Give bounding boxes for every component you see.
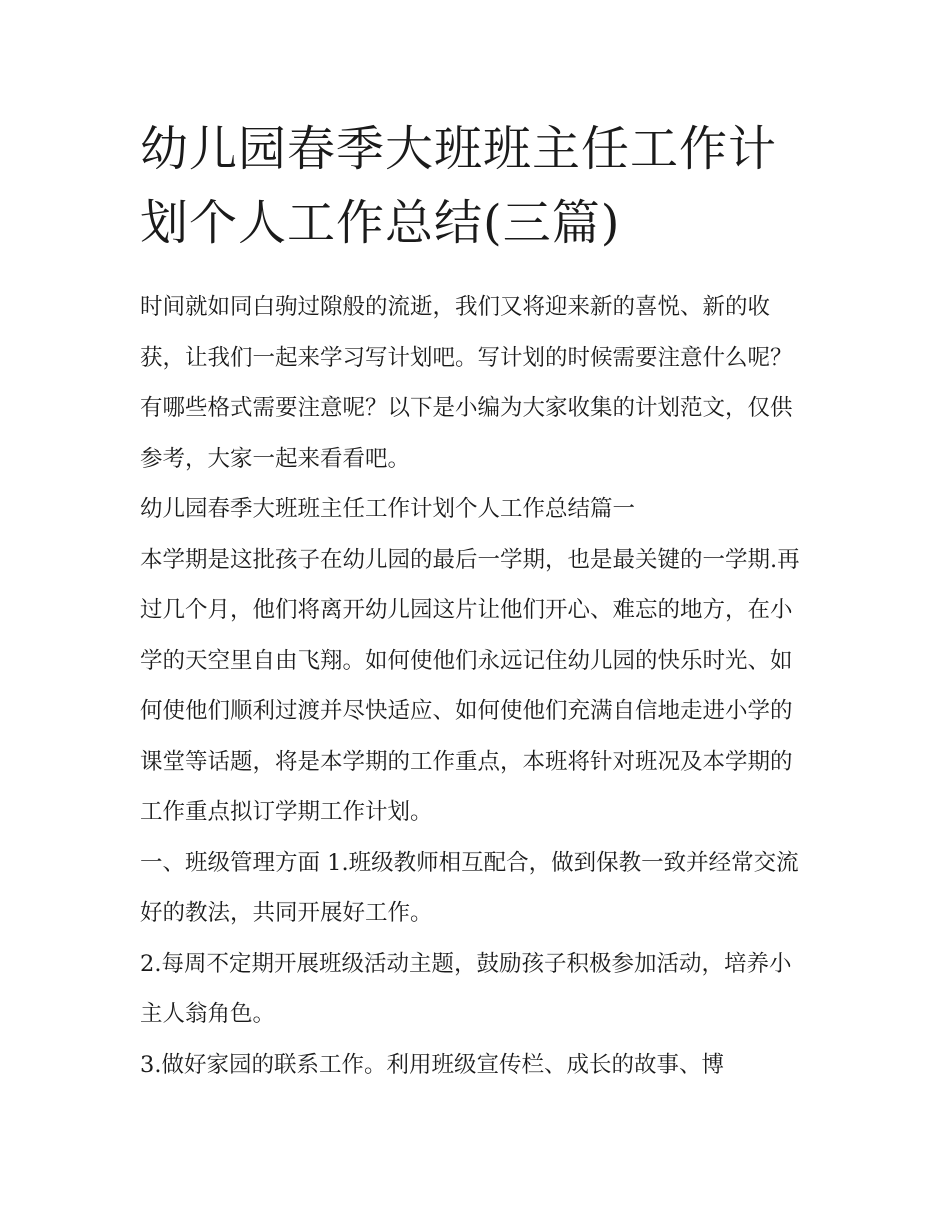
intro-paragraph: 时间就如同白驹过隙般的流逝，我们又将迎来新的喜悦、新的收获，让我们一起来学习写计划吧。写计划的时候需要注意什么呢？有哪些格式需要注意呢？以下是小编为大家收集的计划范文，仅供参考，大家一起来看看吧。 — [140, 294, 793, 472]
document-title: 幼儿园春季大班班主任工作计划个人工作总结(三篇) — [140, 121, 778, 251]
body-paragraph: 本学期是这批孩子在幼儿园的最后一学期，也是最关键的一学期.再过几个月，他们将离开幼儿园这片让他们开心、难忘的地方，在小学的天空里自由飞翔。如何使他们永远记住幼儿园的快乐时光、如何使他们顺利过渡并尽快适应、如何使他们充满自信地走进小学的课堂等话题，将是本学期的工作重点，本班将针对班况及本学期的工作重点拟订学期工作计划。 — [140, 546, 800, 825]
body-paragraph: 一、班级管理方面 1.班级教师相互配合，做到保教一致并经常交流好的教法，共同开展好工作。 — [140, 849, 799, 926]
body-paragraph: 2.每周不定期开展班级活动主题，鼓励孩子积极参加活动，培养小主人翁角色。 — [140, 950, 792, 1027]
document-page — [140, 112, 812, 1090]
body-paragraph: 3.做好家园的联系工作。利用班级宣传栏、成长的故事、博 — [140, 1051, 724, 1078]
section-heading: 幼儿园春季大班班主任工作计划个人工作总结篇一 — [140, 496, 636, 522]
